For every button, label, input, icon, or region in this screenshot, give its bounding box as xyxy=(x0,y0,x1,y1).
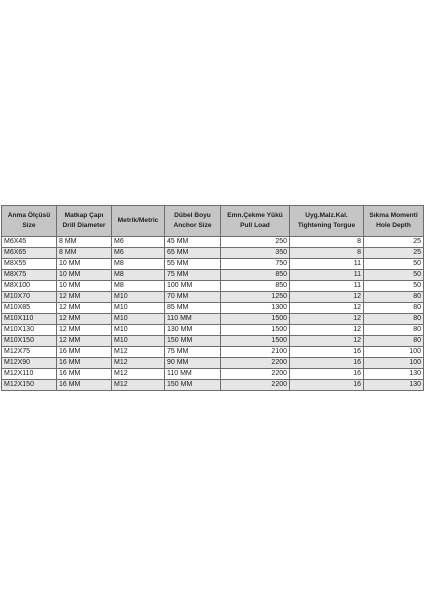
cell-hole-depth: 25 xyxy=(364,237,424,248)
cell-anchor-size: 110 MM xyxy=(165,369,221,380)
cell-drill-diameter: 12 MM xyxy=(57,314,112,325)
header-row xyxy=(2,206,424,237)
cell-size: M8X75 xyxy=(2,270,57,281)
cell-anchor-size: 65 MM xyxy=(165,248,221,259)
cell-size: M10X85 xyxy=(2,303,57,314)
anchor-spec-table xyxy=(1,205,424,391)
cell-metric: M8 xyxy=(112,259,165,270)
cell-drill-diameter: 16 MM xyxy=(57,358,112,369)
cell-hole-depth: 50 xyxy=(364,270,424,281)
cell-anchor-size: 45 MM xyxy=(165,237,221,248)
cell-size: M10X130 xyxy=(2,325,57,336)
cell-hole-depth: 100 xyxy=(364,358,424,369)
table-row xyxy=(2,259,424,270)
cell-size: M6X45 xyxy=(2,237,57,248)
cell-tightening-torque: 12 xyxy=(290,336,364,347)
cell-drill-diameter: 8 MM xyxy=(57,237,112,248)
table-row xyxy=(2,270,424,281)
cell-anchor-size: 70 MM xyxy=(165,292,221,303)
table-row xyxy=(2,303,424,314)
cell-size: M6X65 xyxy=(2,248,57,259)
header-label-line: Matkap Çapı xyxy=(64,212,104,219)
cell-anchor-size: 75 MM xyxy=(165,270,221,281)
cell-pull-load: 1500 xyxy=(221,336,290,347)
cell-drill-diameter: 8 MM xyxy=(57,248,112,259)
cell-drill-diameter: 16 MM xyxy=(57,347,112,358)
cell-hole-depth: 80 xyxy=(364,314,424,325)
cell-pull-load: 2100 xyxy=(221,347,290,358)
cell-size: M10X150 xyxy=(2,336,57,347)
header-drill-diameter xyxy=(57,206,112,237)
table-row xyxy=(2,248,424,259)
cell-pull-load: 1500 xyxy=(221,314,290,325)
cell-drill-diameter: 10 MM xyxy=(57,270,112,281)
cell-tightening-torque: 11 xyxy=(290,259,364,270)
table-row xyxy=(2,292,424,303)
header-tightening-torque xyxy=(290,206,364,237)
cell-tightening-torque: 8 xyxy=(290,237,364,248)
header-hole-depth xyxy=(364,206,424,237)
cell-metric: M12 xyxy=(112,347,165,358)
cell-anchor-size: 85 MM xyxy=(165,303,221,314)
cell-drill-diameter: 12 MM xyxy=(57,336,112,347)
cell-metric: M8 xyxy=(112,270,165,281)
cell-drill-diameter: 10 MM xyxy=(57,281,112,292)
cell-drill-diameter: 16 MM xyxy=(57,369,112,380)
cell-metric: M10 xyxy=(112,292,165,303)
cell-tightening-torque: 8 xyxy=(290,248,364,259)
table-row xyxy=(2,237,424,248)
table-row xyxy=(2,336,424,347)
cell-pull-load: 2200 xyxy=(221,358,290,369)
cell-anchor-size: 130 MM xyxy=(165,325,221,336)
cell-drill-diameter: 12 MM xyxy=(57,292,112,303)
cell-metric: M12 xyxy=(112,369,165,380)
cell-size: M12X150 xyxy=(2,380,57,391)
cell-hole-depth: 80 xyxy=(364,303,424,314)
header-label-line: Dübel Boyu xyxy=(174,212,211,219)
cell-pull-load: 350 xyxy=(221,248,290,259)
cell-metric: M10 xyxy=(112,325,165,336)
table-row xyxy=(2,358,424,369)
header-label-line: Uyg.Malz.Kal. xyxy=(305,212,348,219)
table-body xyxy=(2,237,424,391)
cell-size: M12X75 xyxy=(2,347,57,358)
cell-hole-depth: 25 xyxy=(364,248,424,259)
header-label-line: Sıkma Momenti xyxy=(369,212,418,219)
cell-drill-diameter: 12 MM xyxy=(57,325,112,336)
cell-hole-depth: 50 xyxy=(364,259,424,270)
cell-tightening-torque: 11 xyxy=(290,270,364,281)
cell-tightening-torque: 11 xyxy=(290,281,364,292)
cell-size: M12X90 xyxy=(2,358,57,369)
table-row xyxy=(2,347,424,358)
cell-metric: M6 xyxy=(112,248,165,259)
cell-anchor-size: 55 MM xyxy=(165,259,221,270)
cell-metric: M10 xyxy=(112,303,165,314)
table-row xyxy=(2,380,424,391)
cell-tightening-torque: 16 xyxy=(290,369,364,380)
cell-tightening-torque: 12 xyxy=(290,303,364,314)
header-label-line: Anchor Size xyxy=(173,222,212,229)
header-label-line: Size xyxy=(22,222,36,229)
header-pull-load xyxy=(221,206,290,237)
cell-hole-depth: 100 xyxy=(364,347,424,358)
cell-hole-depth: 50 xyxy=(364,281,424,292)
cell-anchor-size: 150 MM xyxy=(165,380,221,391)
spec-table-container xyxy=(1,205,423,391)
cell-size: M8X55 xyxy=(2,259,57,270)
header-label-line: Emn.Çekme Yükü xyxy=(227,212,283,219)
header-label-line: Drill Diameter xyxy=(62,222,106,229)
cell-hole-depth: 80 xyxy=(364,292,424,303)
cell-size: M10X70 xyxy=(2,292,57,303)
cell-anchor-size: 150 MM xyxy=(165,336,221,347)
cell-pull-load: 1500 xyxy=(221,325,290,336)
cell-tightening-torque: 16 xyxy=(290,358,364,369)
cell-metric: M12 xyxy=(112,358,165,369)
header-label-line: Pull Load xyxy=(240,222,270,229)
cell-size: M10X110 xyxy=(2,314,57,325)
cell-tightening-torque: 16 xyxy=(290,347,364,358)
cell-metric: M10 xyxy=(112,336,165,347)
cell-hole-depth: 130 xyxy=(364,380,424,391)
cell-size: M8X100 xyxy=(2,281,57,292)
cell-pull-load: 750 xyxy=(221,259,290,270)
table-header xyxy=(2,206,424,237)
cell-hole-depth: 80 xyxy=(364,325,424,336)
table-row xyxy=(2,314,424,325)
cell-pull-load: 2200 xyxy=(221,380,290,391)
cell-drill-diameter: 16 MM xyxy=(57,380,112,391)
cell-anchor-size: 90 MM xyxy=(165,358,221,369)
cell-metric: M8 xyxy=(112,281,165,292)
cell-anchor-size: 75 MM xyxy=(165,347,221,358)
cell-pull-load: 850 xyxy=(221,270,290,281)
header-label-line: Anma Ölçüsü xyxy=(7,212,51,219)
cell-hole-depth: 80 xyxy=(364,336,424,347)
cell-metric: M10 xyxy=(112,314,165,325)
cell-pull-load: 1300 xyxy=(221,303,290,314)
header-size xyxy=(2,206,57,237)
cell-anchor-size: 100 MM xyxy=(165,281,221,292)
table-row xyxy=(2,281,424,292)
table-row xyxy=(2,325,424,336)
cell-tightening-torque: 12 xyxy=(290,325,364,336)
header-metric xyxy=(112,206,165,237)
cell-hole-depth: 130 xyxy=(364,369,424,380)
cell-tightening-torque: 16 xyxy=(290,380,364,391)
cell-drill-diameter: 12 MM xyxy=(57,303,112,314)
cell-metric: M6 xyxy=(112,237,165,248)
header-label-line: Metrik/Metric xyxy=(117,217,159,224)
cell-pull-load: 2200 xyxy=(221,369,290,380)
cell-anchor-size: 110 MM xyxy=(165,314,221,325)
cell-drill-diameter: 10 MM xyxy=(57,259,112,270)
cell-size: M12X110 xyxy=(2,369,57,380)
cell-pull-load: 850 xyxy=(221,281,290,292)
header-anchor-size xyxy=(165,206,221,237)
cell-tightening-torque: 12 xyxy=(290,314,364,325)
header-label-line: Tightening Torgue xyxy=(297,222,356,229)
header-label-line: Hole Depth xyxy=(376,222,411,229)
cell-pull-load: 1250 xyxy=(221,292,290,303)
cell-pull-load: 250 xyxy=(221,237,290,248)
table-row xyxy=(2,369,424,380)
cell-tightening-torque: 12 xyxy=(290,292,364,303)
cell-metric: M12 xyxy=(112,380,165,391)
